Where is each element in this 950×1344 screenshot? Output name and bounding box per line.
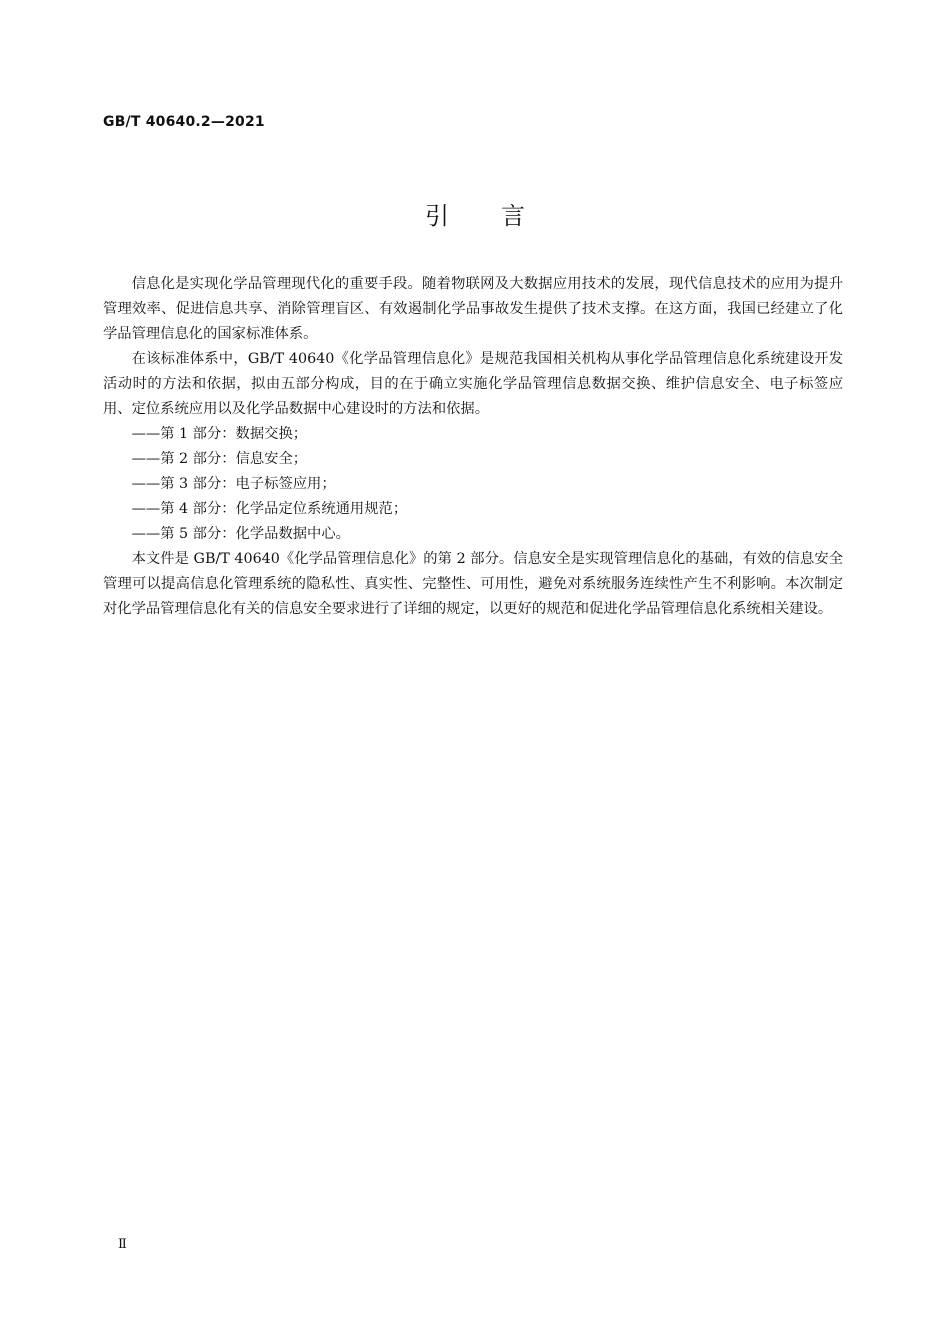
paragraph-standard-system: 在该标准体系中，GB/T 40640《化学品管理信息化》是规范我国相关机构从事化学品管理信息化系统建设开发活动时的方法和依据，拟由五部分构成，目的在于确立实施化学品管理信息数据交换、维护信息安全、电子标签应用、定位系统应用以及化学品数据中心建设时的方法和依据。 (103, 351, 843, 417)
paragraph-background: 信息化是实现化学品管理现代化的重要手段。随着物联网及大数据应用技术的发展，现代信息技术的应用为提升管理效率、促进信息共享、消除管理盲区、有效遏制化学品事故发生提供了技术支撑。在这方面，我国已经建立了化学品管理信息化的国家标准体系。 (103, 276, 843, 342)
page-title (0, 196, 950, 231)
page-number: Ⅱ (118, 1237, 127, 1252)
title-char-2: 言 (501, 202, 525, 230)
introduction-body (103, 272, 843, 622)
paragraph-document-scope: 本文件是 GB/T 40640《化学品管理信息化》的第 2 部分。信息安全是实现管理信息化的基础，有效的信息安全管理可以提高信息化管理系统的隐私性、真实性、完整性、可用性，避免对系统服务连续性产生不利影响。本次制定对化学品管理信息化有关的信息安全要求进行了详细的规定，以更好的规范和促进化学品管理信息化系统相关建设。 (103, 551, 843, 617)
list-item-part-1: ——第 1 部分：数据交换； (131, 426, 308, 442)
list-item-part-2: ——第 2 部分：信息安全； (131, 451, 308, 467)
list-item-part-5: ——第 5 部分：化学品数据中心。 (131, 526, 350, 542)
title-char-1: 引 (425, 202, 449, 230)
standard-code: GB/T 40640.2—2021 (103, 114, 265, 130)
list-item-part-3: ——第 3 部分：电子标签应用； (131, 476, 336, 492)
list-item-part-4: ——第 4 部分：化学品定位系统通用规范； (131, 501, 408, 517)
